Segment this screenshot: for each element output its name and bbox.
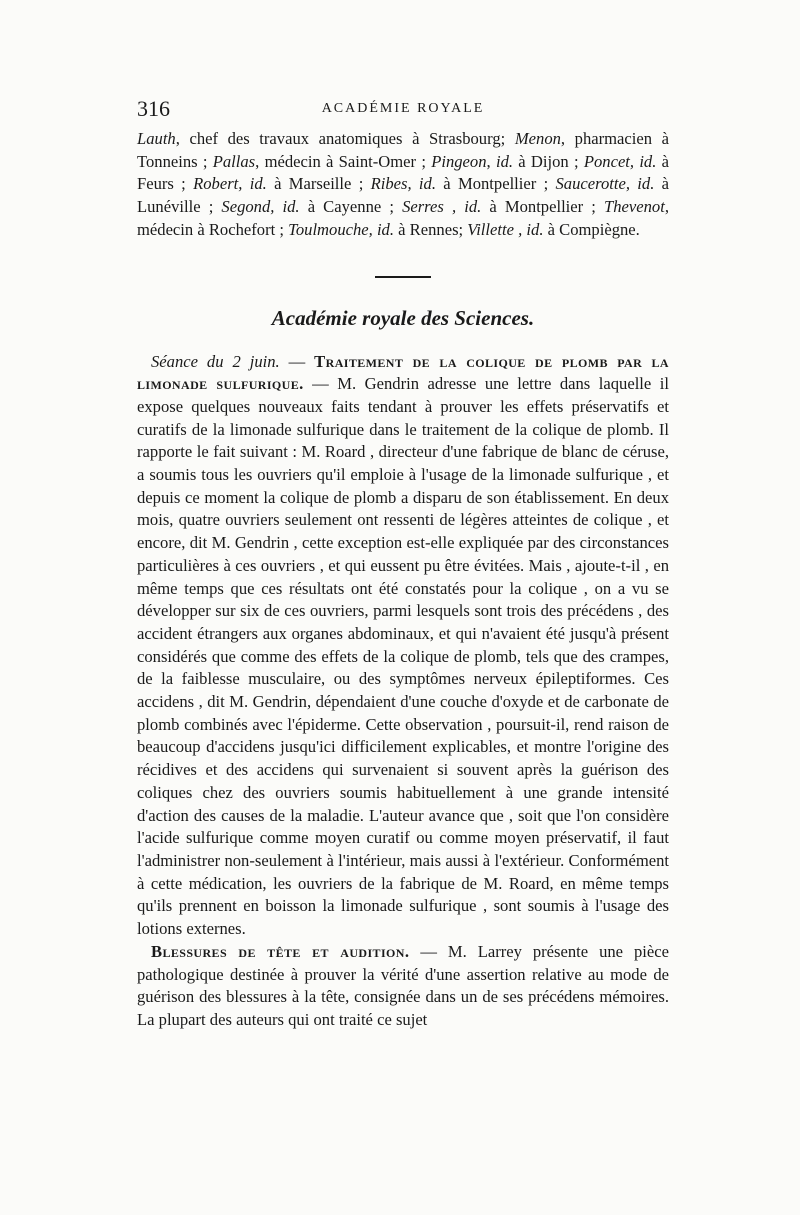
running-head — [137, 96, 669, 128]
person-description: , pharmacien à Tonneins ; — [137, 129, 669, 171]
person-description: à Feurs ; — [137, 151, 670, 194]
person-name: Segond, id. — [221, 197, 300, 217]
person-name: Menon — [514, 129, 561, 148]
topic-title-colique: Traitement de la colique de plomb par la limonade sulfurique. — [137, 351, 669, 394]
person-name: Pingeon — [431, 151, 487, 171]
section-heading: Académie royale des Sciences. — [271, 305, 535, 330]
blessures-paragraph — [137, 941, 669, 1032]
person-name: Pallas — [212, 151, 256, 171]
person-description: à Montpellier ; — [481, 197, 605, 217]
person-description: à Montpellier ; — [435, 174, 556, 194]
person-description: , chef des travaux anatomiques à Strasbourg; — [175, 129, 515, 148]
person-description: , médecin à Rochefort ; — [137, 197, 669, 239]
person-name: Poncet, id. — [583, 151, 657, 171]
page — [137, 96, 669, 1032]
person-name: Robert, id. — [193, 174, 267, 194]
person-name: id. — [495, 151, 514, 171]
person-description: , — [486, 151, 496, 171]
section-divider — [375, 276, 431, 278]
person-name: Thevenot — [604, 197, 665, 217]
person-description: à Lunéville ; — [137, 174, 670, 217]
intro-paragraph — [137, 128, 669, 242]
person-name: Saucerotte, id. — [555, 174, 655, 194]
section-body — [137, 351, 669, 1032]
seance-date: Séance du 2 juin. — [151, 351, 280, 371]
person-description: à Marseille ; — [266, 174, 371, 194]
person-name: Ribes, id. — [370, 174, 436, 194]
topic-title-blessures: Blessures de tête et audition. — [151, 941, 410, 961]
seance-paragraph — [137, 351, 669, 941]
page-number: 316 — [137, 96, 170, 121]
topic-body-colique: — M. Gendrin adresse une lettre dans laquelle il expose quelques nouveaux faits tendant à prouver les effets préservatifs et curatifs de la limonade sulfurique dans le traitement de la colique de plomb. Il rapporte le fait suivant : M. Roard , directeur d'une fabrique de blanc de céruse, a soumis tous les ouvriers qu'il emploie à l'usage de la limonade sulfurique , et depuis ce moment la colique de plomb a disparu de son établissement. En deux mois, quatre ouvriers seulement ont ressenti de légères atteintes de colique , et encore, dit M. Gendrin , cette exception est-elle expliquée par des circonstances particulières à ces ouvriers , et qui eussent pu être évitées. Mais , ajoute-t-il , en même temps que ces résultats ont été constatés pour la colique , on a vu se développer sur six de ces ouvriers, parmi lesquels sont trois des précédens , des accident étrangers aux organes abdominaux, et qui n'avaient été jusqu'à présent considérés que comme des effets de la colique de plomb, tels que des crampes, de la faiblesse musculaire, ou des symptômes nerveux épileptiformes. Ces accidens , dit M. Gendrin, dépendaient d'une couche d'oxyde et de carbonate de plomb combinés avec l'épiderme. Cette observation , poursuit-il, rend raison de beaucoup d'accidens jusqu'ici difficilement explicables, et montre l'origine des récidives et des accidens qui survenaient si souvent après la guérison des coliques chez des ouvriers soumis habituellement à une grande intensité d'action des causes de la maladie. L'auteur avance que , soit que l'on considère l'acide sulfurique comme moyen curatif ou comme moyen préservatif, il faut l'administrer non-seulement à l'intérieur, mais aussi à l'extérieur. Conformément à cette médication, les ouvriers de la fabrique de M. Roard, en même temps qu'ils prennent en boisson la limonade sulfurique , sont soumis à l'usage des lotions externes. — [137, 374, 669, 939]
person-description: à Rennes; — [394, 219, 468, 239]
person-description: à Compiègne. — [543, 219, 640, 239]
running-title: ACADÉMIE ROYALE — [321, 101, 485, 116]
person-name: Toulmouche, id. — [288, 219, 395, 239]
dash: — — [279, 351, 315, 371]
person-description: à Dijon ; — [513, 151, 584, 171]
person-name: Villette , id. — [467, 219, 544, 239]
person-description: , médecin à Saint-Omer ; — [255, 151, 432, 171]
topic-body-blessures: — M. Larrey présente une pièce pathologique destinée à prouver la vérité d'une assertion relative au mode de guérison des blessures à la tête, consignée dans un de ses précédens mémoires. La plupart des auteurs qui ont traité ce sujet — [137, 941, 669, 1029]
person-name: Lauth — [137, 129, 176, 148]
person-description: à Cayenne ; — [299, 197, 403, 217]
person-name: Serres , id. — [402, 197, 482, 217]
